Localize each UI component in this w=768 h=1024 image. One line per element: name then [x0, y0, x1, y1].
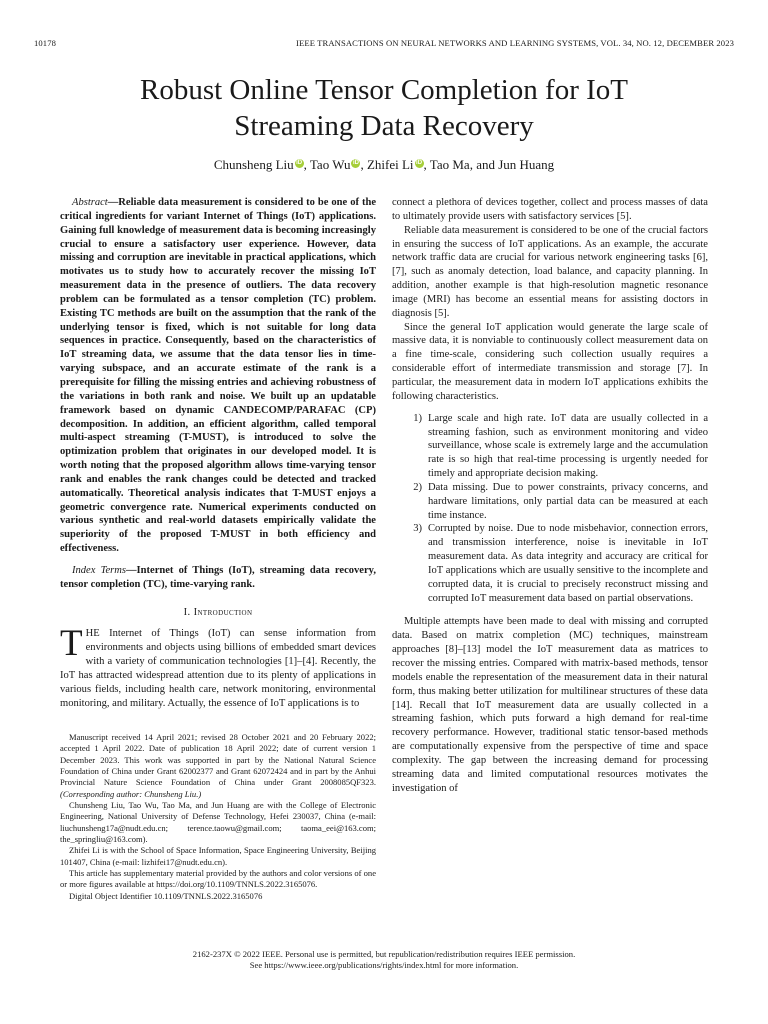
intro-paragraph-2: Reliable data measurement is considered to be one of the crucial factors in ensuring the success of IoT applications. As an example, the accurate network traffic data are crucial for various network engineering tasks [6], [7], such as anomaly detection, load balance, and capacity planning. In addition, another example is that high-resolution magnetic resonance image (MRI) has become an essential means for assisting doctors in diagnosis [5]. [392, 224, 708, 319]
index-terms [60, 564, 376, 592]
abstract [60, 196, 376, 556]
list-item: 2) Data missing. Due to power constraints, privacy concerns, and hardware limitations, only partial data can be measured at each time instance. [413, 481, 708, 521]
author-3: , Zhifei Li [360, 157, 414, 172]
copyright-footer [34, 949, 734, 971]
list-item: 1) Large scale and high rate. IoT data are usually collected in a streaming fashion, such as environment monitoring and video surveillance, whose scale is extremely large and the accumulation rate is so high that real-time processing is urgently needed for timely and appropriate decision making. [413, 412, 708, 480]
section-heading: I. Introduction [183, 606, 253, 618]
drop-cap: T [60, 623, 83, 665]
list-item: 3) Corrupted by noise. Due to node misbehavior, connection errors, and transmission interference, noise is inevitable in IoT measurement data. As data integrity and accuracy are critical for IoT applications which are usually sensitive to the incomplete and corrupted data, it is crucial to precisely reconstruct missing and corrupted IoT measurement data based on partial observations. [413, 523, 708, 604]
characteristics-list [392, 412, 708, 606]
index-terms-text: —Internet of Things (IoT), streaming data recovery, tensor completion (TC), time-varying rank. [60, 564, 376, 590]
footnote-affiliation-2: Zhifei Li is with the School of Space Information, Space Engineering University, Beijing 101407, China (e-mail: lizhifei17@nudt.edu.cn). [60, 845, 376, 867]
footnote-doi: Digital Object Identifier 10.1109/TNNLS.2022.3165076 [69, 890, 263, 901]
orcid-icon[interactable]: iD [296, 160, 303, 166]
page-number: 10178 [34, 38, 56, 48]
footnote-manuscript: Manuscript received 14 April 2021; revised 28 October 2021 and 20 February 2022; accepted 1 April 2022. Date of publication 18 April 2022; date of current version 1 December 2023. This work was supported in part by the National Natural Science Foundation of China under Grant 62002377 and Grant 62072424 and in part by the Anhui Provincial Nature Science Foundation of China under Grant 2008085QF323. (Corresponding author: Chunsheng Liu.) [60, 732, 376, 799]
left-column [60, 196, 376, 711]
copyright-line: 2162-237X © 2022 IEEE. Personal use is permitted, but republication/redistribution requires IEEE permission. [192, 949, 576, 959]
footnote-affiliation-1: Chunsheng Liu, Tao Wu, Tao Ma, and Jun Huang are with the College of Electronic Engineering, National University of Defense Technology, Hefei 230037, China (e-mail: liuchunsheng17a@nudt.edu.cn; terence.taowu@gmail.com; taoma_eei@163.com; the_springliu@163.com). [60, 800, 376, 845]
intro-paragraph-3: Since the general IoT application would generate the large scale of massive data, it is nonviable to continuously collect measurement data on a fine time-scale, considering such collection usually requires a considerable effort of intermediate transmission and storage [7]. In particular, the measurement data in modern IoT applications exhibits the following characteristics. [392, 321, 708, 402]
orcid-icon[interactable]: iD [416, 160, 423, 166]
abstract-label: Abstract [72, 197, 108, 208]
intro-paragraph-1-cont: connect a plethora of devices together, collect and process masses of data to ultimately provide users with satisfactory services [5]. [392, 197, 708, 222]
intro-paragraph-4: Multiple attempts have been made to deal with missing and corrupted data. Based on matrix completion (MC) techniques, mainstream approaches [8]–[13] model the IoT measurement data as matrices to recover the missing entries. Compared with matrix-based methods, tensor models enable the representation of the measurement data in their natural form, thus making better utilization for multilinear structures of these data [14]. Recall that IoT measurement data are usually collected in a streaming fashion, which puts forward a high demand for real-time recovery performance. However, traditional static tensor-based methods are computationally expensive from the perspective of time and space complexity. The gap between the increasing demand for processing streaming data and limited computational resources motivates the investigation of [392, 616, 708, 794]
journal-name: IEEE TRANSACTIONS ON NEURAL NETWORKS AND LEARNING SYSTEMS, VOL. 34, NO. 12, DECEMBER 2023 [296, 38, 734, 48]
paper-title [60, 72, 708, 144]
intro-paragraph-1: THE Internet of Things (IoT) can sense information from environments and objects using billions of embedded smart devices with a variety of communication technologies [1]–[4]. Recently, the IoT has attracted widespread attention due to its plenty of applications in various fields, including health care, network monitoring, environmental monitoring, and military. Actually, the essence of IoT applications is to [60, 623, 376, 709]
title-line-2: Streaming Data Recovery [234, 110, 534, 142]
footnotes [60, 732, 376, 902]
index-terms-label: Index Terms [72, 564, 126, 576]
author-1: Chunsheng Liu [213, 157, 294, 172]
orcid-icon[interactable]: iD [352, 160, 359, 166]
abstract-text: —Reliable data measurement is considered to be one of the critical ingredients for variant Internet of Things (IoT) applications. Gaining full knowledge of measurement data is becoming increasingly crucial to ensure a satisfactory user experience. However, data missing and corruption are inevitable in practical applications, which motivates us to study how to accurately recover the missing IoT measurement data in the presence of outliers. The data recovery problem can be formulated as a tensor completion (TC) problem. Existing TC methods are built on the assumption that the rank of the underlying tensor is fixed, which is not suitable for long data sequences in practice. Consequently, based on the characteristics of IoT streaming data, we assume that the data tensor lies in time-varying subspace, and an accurate estimate of the rank is a prerequisite for filling the missing entries and achieving robustness of the variations in both rank and noise. We built up an updatable framework based on dynamic CANDECOMP/PARAFAC (CP) decomposition. In addition, an efficient algorithm, called temporal multi-aspect streaming (T-MUST), is introduced to solve the optimization problem that originates in our developed model. It is worth noting that the proposed algorithm allows time-varying tensor rank and enables the rank changes could be detected and tracked automatically. Theoretical analysis indicates that T-MUST enjoys a geometric convergence rate. Numerical experiments conducted on various synthetic and real-world datasets empirically validate the superiority of the proposed T-MUST in both efficiency and effectiveness. [60, 197, 376, 555]
rights-link-line: See https://www.ieee.org/publications/rights/index.html for more information. [249, 960, 519, 970]
footnote-supplementary: This article has supplementary material provided by the authors and color versions of one or more figures available at https://doi.org/10.1109/TNNLS.2022.3165076. [60, 868, 376, 890]
author-4: , Tao Ma, and Jun Huang [423, 157, 555, 172]
title-line-1: Robust Online Tensor Completion for IoT [140, 74, 628, 106]
author-list [60, 157, 708, 173]
right-column [392, 196, 708, 795]
author-2: , Tao Wu [303, 157, 351, 172]
